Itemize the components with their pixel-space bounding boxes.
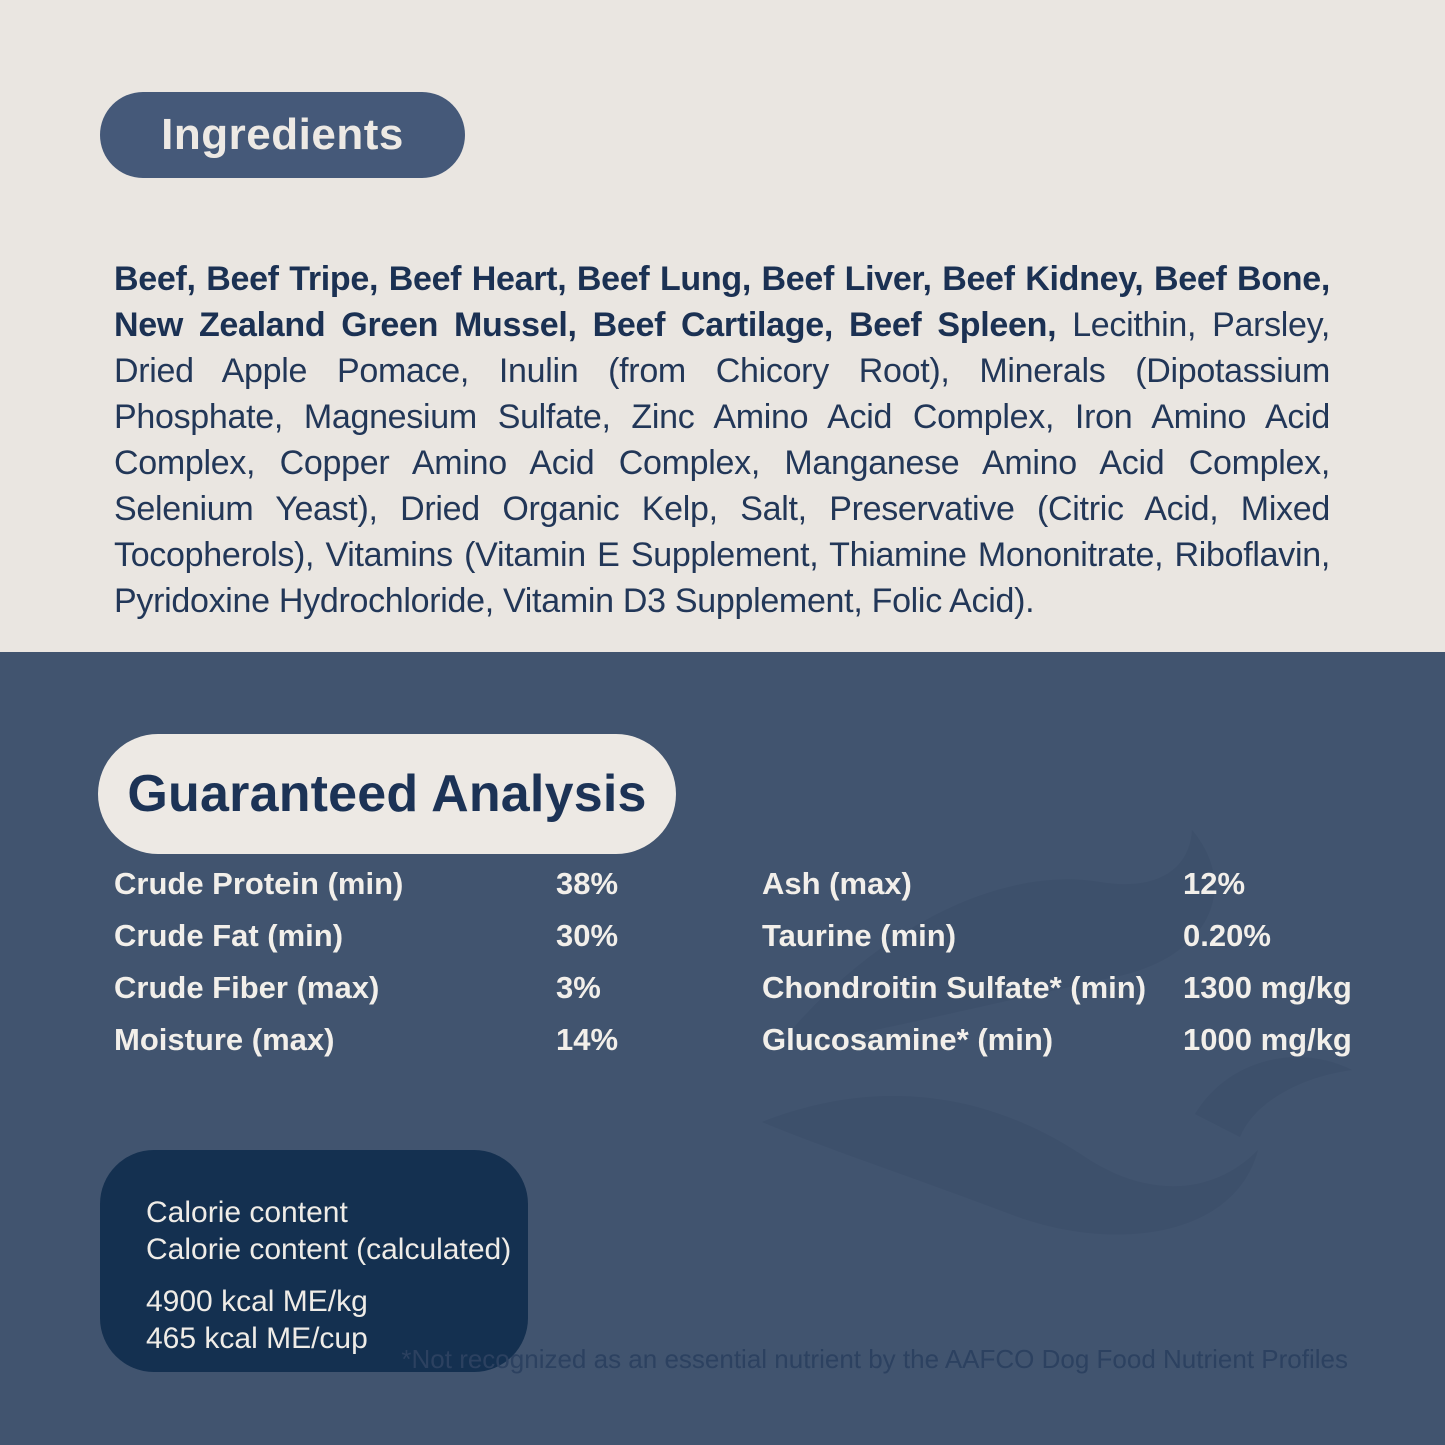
- guaranteed-analysis-heading: Guaranteed Analysis: [127, 765, 647, 823]
- analysis-row: [114, 910, 754, 962]
- analysis-label: Crude Fiber (max): [114, 970, 380, 1005]
- analysis-value: 1300 mg/kg: [1183, 970, 1352, 1005]
- calorie-gap: [146, 1268, 498, 1283]
- analysis-value: 3%: [556, 970, 601, 1005]
- analysis-value: 0.20%: [1183, 918, 1271, 953]
- analysis-table-right-column: [762, 858, 1445, 1066]
- calorie-value-line: 465 kcal ME/cup: [146, 1322, 368, 1355]
- ingredients-heading-pill: [100, 92, 465, 178]
- guaranteed-analysis-section: [0, 652, 1445, 1445]
- analysis-row: [114, 858, 754, 910]
- analysis-row: [114, 962, 754, 1014]
- ingredients-main-list: Beef, Beef Tripe, Beef Heart, Beef Lung, Beef Liver, Beef Kidney, Beef Bone, New Zealand Green Mussel, Beef Cartilage, Beef Spleen,: [114, 260, 1330, 344]
- analysis-label: Crude Protein (min): [114, 866, 404, 901]
- ingredients-heading: Ingredients: [161, 110, 404, 159]
- aafco-footnote: *Not recognized as an essential nutrient by the AAFCO Dog Food Nutrient Profiles: [401, 1344, 1348, 1374]
- ingredients-secondary-list: Lecithin, Parsley, Dried Apple Pomace, Inulin (from Chicory Root), Minerals (Dipotassium Phosphate, Magnesium Sulfate, Zinc Amino Acid Complex, Iron Amino Acid Complex, Copper Amino Acid Complex, Manganese Amino Acid Complex, Selenium Yeast), Dried Organic Kelp, Salt, Preservative (Citric Acid, Mixed Tocopherols), Vitamins (Vitamin E Supplement, Thiamine Mononitrate, Riboflavin, Pyridoxine Hydrochloride, Vitamin D3 Supplement, Folic Acid).: [114, 306, 1330, 620]
- analysis-label: Chondroitin Sulfate* (min): [762, 970, 1147, 1005]
- guaranteed-analysis-heading-pill: [98, 734, 676, 854]
- analysis-label: Crude Fat (min): [114, 918, 344, 953]
- analysis-row: [114, 1014, 754, 1066]
- analysis-row: [762, 1014, 1445, 1066]
- analysis-value: 38%: [556, 866, 619, 901]
- analysis-label: Taurine (min): [762, 918, 957, 953]
- analysis-value: 12%: [1183, 866, 1246, 901]
- analysis-table-left-column: [114, 858, 754, 1066]
- analysis-row: [762, 962, 1445, 1014]
- analysis-label: Moisture (max): [114, 1022, 335, 1057]
- calorie-line: Calorie content (calculated): [146, 1233, 512, 1266]
- calorie-value-line: 4900 kcal ME/kg: [146, 1285, 368, 1318]
- analysis-value: 30%: [556, 918, 619, 953]
- analysis-label: Ash (max): [762, 866, 912, 901]
- analysis-value: 1000 mg/kg: [1183, 1022, 1352, 1057]
- analysis-row: [762, 858, 1445, 910]
- analysis-label: Glucosamine* (min): [762, 1022, 1054, 1057]
- analysis-value: 14%: [556, 1022, 619, 1057]
- calorie-line: Calorie content: [146, 1196, 348, 1229]
- analysis-row: [762, 910, 1445, 962]
- calorie-content-box: [100, 1150, 528, 1372]
- ingredients-text: [114, 256, 1330, 624]
- ingredients-section: [0, 0, 1445, 652]
